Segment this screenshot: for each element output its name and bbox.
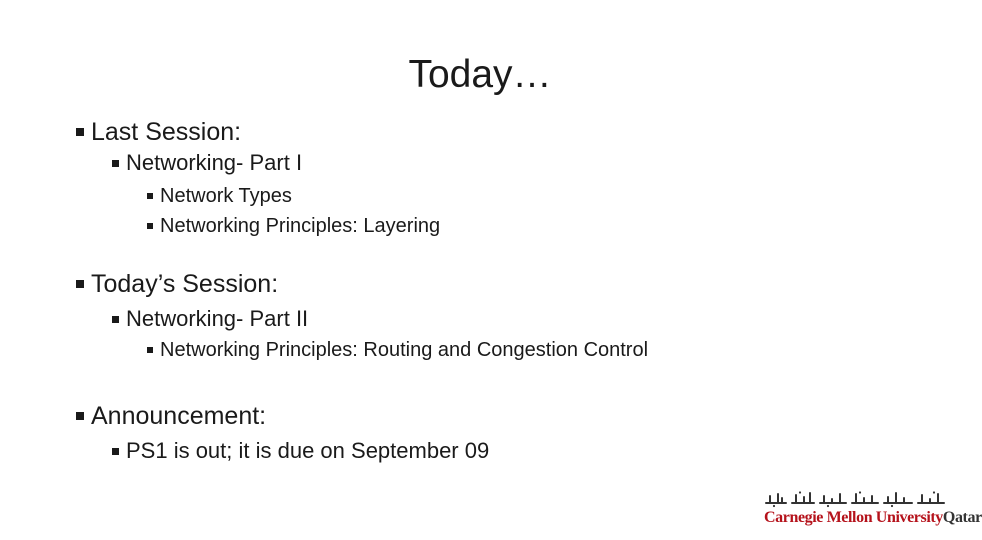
arabic-wordmark-icon — [762, 490, 948, 508]
square-bullet-icon — [76, 128, 84, 136]
square-bullet-icon — [76, 412, 84, 420]
bullet-todays-session — [76, 269, 278, 299]
bullet-text: Today’s Session: — [91, 270, 279, 298]
cmu-qatar-logo — [762, 490, 982, 530]
square-bullet-icon — [112, 160, 119, 167]
slide-title: Today… — [408, 53, 552, 96]
square-bullet-icon — [112, 448, 119, 455]
bullet-text: Networking- Part I — [126, 150, 303, 175]
bullet-text: PS1 is out; it is due on September 09 — [126, 438, 490, 463]
square-bullet-icon — [112, 316, 119, 323]
bullet-networking-part-1 — [112, 150, 302, 176]
square-bullet-icon — [147, 193, 153, 199]
bullet-networking-part-2 — [112, 306, 308, 332]
bullet-text: Network Types — [160, 185, 292, 207]
bullet-routing-congestion — [147, 338, 648, 362]
logo-location: Qatar — [942, 509, 982, 526]
bullet-text: Announcement: — [91, 402, 267, 430]
bullet-announcement — [76, 401, 266, 431]
bullet-ps1-due — [112, 438, 489, 464]
square-bullet-icon — [76, 280, 84, 288]
square-bullet-icon — [147, 223, 153, 229]
bullet-network-types — [147, 184, 292, 208]
logo-university-name: Carnegie Mellon University — [764, 509, 943, 526]
bullet-text: Last Session: — [91, 118, 242, 146]
bullet-text: Networking Principles: Routing and Congestion Control — [160, 339, 649, 361]
bullet-text: Networking Principles: Layering — [160, 215, 441, 237]
bullet-text: Networking- Part II — [126, 306, 309, 331]
square-bullet-icon — [147, 347, 153, 353]
bullet-layering — [147, 214, 440, 238]
logo-wordmark — [764, 509, 982, 527]
bullet-last-session — [76, 117, 241, 147]
